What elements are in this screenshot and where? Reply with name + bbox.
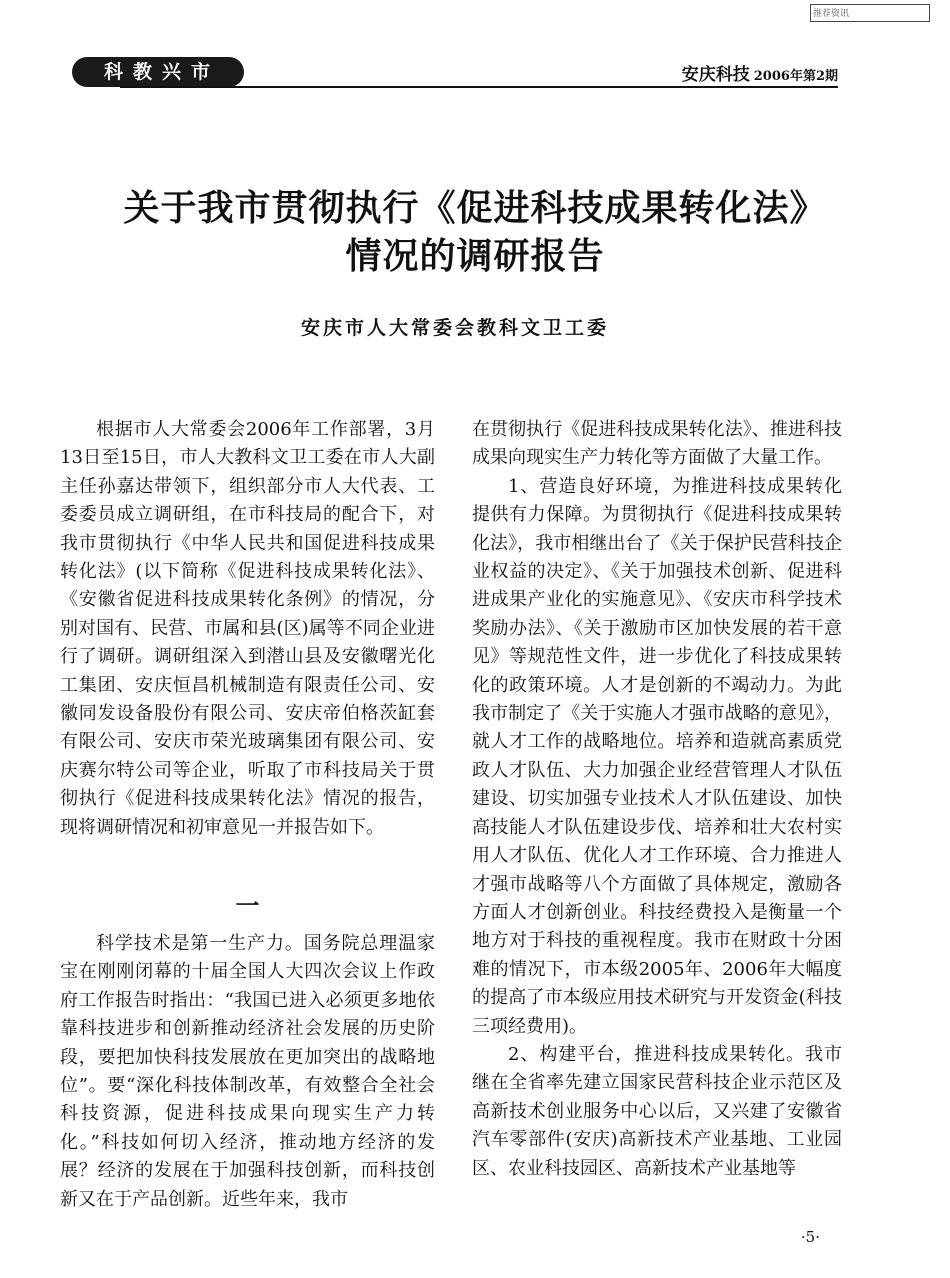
intro-paragraph: 根据市人大常委会2006年工作部署，3月13日至15日，市人大教科文卫工委在市人大副主任孙嘉达带领下，组织部分市人大代表、工委委员成立调研组，在市科技局的配合下，对我市贯彻执行《中华人民共和国促进科技成果转化法》(以下简称《促进科技成果转化法》、《安徽省促进科技成果转化条例》的情况，分别对国有、民营、市属和县(区)属等不同企业进行了调研。调研组深入到潜山县及安徽曙光化工集团、安庆恒昌机械制造有限责任公司、安徽同发设备股份有限公司、安庆帝伯格茨缸套有限公司、安庆市荣光玻璃集团有限公司、安庆赛尔特公司等企业，听取了市科技局关于贯彻执行《促进科技成果转化法》情况的报告，现将调研情况和初审意见一并报告如下。 xyxy=(60,419,435,838)
journal-header xyxy=(682,60,838,85)
item1-paragraph: 1、营造良好环境，为推进科技成果转化提供有力保障。为贯彻执行《促进科技成果转化法》，我市相继出台了《关于保护民营科技企业权益的决定》、《关于加强技术创新、促进科进成果产业化的实施意见》、《安庆市科学技术奖励办法》、《关于激励市区加快发展的若干意见》等规范性文件，进一步优化了科技成果转化的政策环境。人才是创新的不竭动力。为此我市制定了《关于实施人才强市战略的意见》，就人才工作的战略地位。培养和造就高素质党政人才队伍、大力加强企业经营管理人才队伍建设、切实加强专业技术人才队伍建设、加快高技能人才队伍建设步伐、培养和壮大农村实用人才队伍、优化人才工作环境、合力推进人才强市战略等八个方面做了具体规定，激励各方面人才创新创业。科技经费投入是衡量一个地方对于科技的重视程度。我市在财政十分困难的情况下，市本级2005年、2006年大幅度的提高了市本级应用技术研究与开发资金(科技三项经费用)。 xyxy=(472,475,842,1037)
article-title-line2: 情况的调研报告 xyxy=(345,236,605,277)
article-author: 安庆市人大常委会教科文卫工委 xyxy=(300,317,609,339)
section1-paragraph-continued: 在贯彻执行《促进科技成果转化法》、推进科技成果向现实生产力转化等方面做了大量工作。 xyxy=(472,419,842,469)
section1-paragraph: 科学技术是第一生产力。国务院总理温家宝在刚刚闭幕的十届全国人大四次会议上作政府工作报告时指出：“我国已进入必须更多地依靠科技进步和创新推动经济社会发展的历史阶段，要把加快科技发展放在更加突出的战略地位”。要“深化科技体制改革，有效整合全社会科技资源，促进科技成果向现实生产力转化。”科技如何切入经济，推动地方经济的发展？经济的发展在于加强科技创新，而科技创新又在于产品创新。近些年来，我市 xyxy=(60,933,435,1210)
header-rule xyxy=(120,86,838,88)
section-number: 一 xyxy=(235,892,260,920)
journal-issue: 2006年第2期 xyxy=(753,69,838,84)
recommend-stamp: 推荐资讯 xyxy=(810,4,930,22)
item2-paragraph: 2、构建平台，推进科技成果转化。我市继在全省率先建立国家民营科技企业示范区及高新技术创业服务中心以后，又兴建了安徽省汽车零部件(安庆)高新技术产业基地、工业园区、农业科技园区、高新技术产业基地等 xyxy=(472,1043,842,1179)
right-column xyxy=(472,416,842,1183)
page-number: ·5· xyxy=(800,1228,820,1246)
journal-name: 安庆科技 xyxy=(681,65,750,85)
section-banner: 科教兴市 xyxy=(72,57,244,87)
article-title-line1: 关于我市贯彻执行《促进科技成果转化法》 xyxy=(123,188,827,229)
left-column-section1 xyxy=(60,930,435,1214)
left-column-intro xyxy=(60,416,435,842)
